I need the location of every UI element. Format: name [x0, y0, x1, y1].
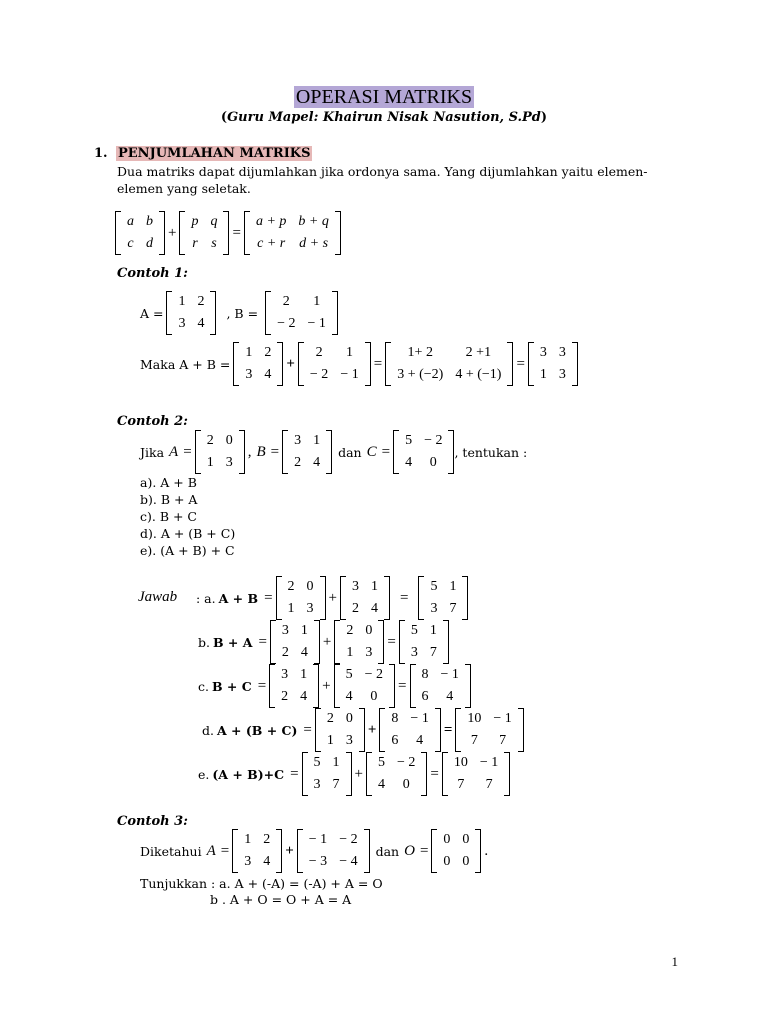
matrix-cell: 1+ 2 [407, 345, 433, 360]
matrix-cell: 2 [287, 579, 295, 594]
jawab-label: Jawab [138, 589, 178, 605]
answer-e: e. (A + B)+C = 5 1 3 7 + 5 − 2 4 0 = 10 − 1 7 7 [198, 752, 510, 796]
matrix-B [269, 664, 319, 708]
matrix-cell: 4 [313, 455, 321, 470]
matrix-cell: 10 [453, 755, 468, 770]
matrix-cell: q [210, 214, 218, 229]
matrix-cell: 3 [281, 667, 289, 682]
matrix-bracket-right [346, 752, 352, 796]
matrix-cell: 2 [352, 601, 360, 616]
matrix-cell: s [211, 236, 217, 251]
matrix-cell: 8 [421, 667, 429, 682]
matrix-cell: a + p [255, 214, 287, 229]
matrix-cell: 1 [300, 623, 308, 638]
matrix-cell: 3 [225, 455, 233, 470]
answer-b: b. B + A = 3 1 2 4 + 2 0 1 3 = 5 1 3 7 [198, 620, 449, 664]
matrix-C [393, 430, 454, 474]
matrix-cell: 0 [402, 777, 410, 792]
matrix-cell: 6 [391, 733, 399, 748]
matrix-cell: 2 [294, 455, 302, 470]
matrix-A [276, 576, 326, 620]
matrix-cell: 5 [378, 755, 386, 770]
contoh-3-label: Contoh 3: [117, 814, 188, 829]
matrix-step [385, 342, 513, 386]
matrix-cell: 1 [244, 832, 252, 847]
matrix-cell: b [146, 214, 153, 229]
matrix-cell: 3 [244, 854, 252, 869]
matrix-cell: 1 [429, 623, 437, 638]
matrix-C [334, 664, 395, 708]
matrix-cell: 0 [365, 623, 373, 638]
matrix-cell: − 2 [277, 316, 296, 331]
matrix-cell: 3 [558, 345, 566, 360]
matrix-cell: 1 [245, 345, 253, 360]
matrix-bracket-right [276, 829, 282, 873]
matrix-cell: 1 [539, 367, 547, 382]
matrix-cell: 4 [405, 455, 413, 470]
matrix-cell: 4 + (−1) [455, 367, 502, 382]
matrix-cell: 3 [430, 601, 438, 616]
matrix-A [334, 620, 384, 664]
matrix-negA [297, 829, 370, 873]
matrix-cell: d + s [299, 236, 329, 251]
matrix-cell: r [192, 236, 198, 251]
matrix-cell: 1 [371, 579, 379, 594]
matrix-AplusB [302, 752, 352, 796]
matrix-cell: 1 [346, 645, 354, 660]
matrix-general-1 [115, 211, 165, 255]
matrix-cell: 2 [346, 623, 354, 638]
matrix-bracket-right [335, 211, 341, 255]
matrix-cell: 2 [281, 689, 289, 704]
matrix-bracket-right [320, 576, 326, 620]
matrix-cell: 0 [462, 832, 470, 847]
matrix-cell: 1 [313, 433, 321, 448]
matrix-cell: 4 [263, 854, 271, 869]
question-b: b). B + A [140, 492, 198, 507]
matrix-bracket-right [314, 620, 320, 664]
matrix-cell: 2 [206, 433, 214, 448]
matrix-bracket-right [332, 291, 338, 335]
matrix-cell: c [127, 236, 134, 251]
matrix-cell: 3 [410, 645, 418, 660]
matrix-cell: 2 [315, 345, 323, 360]
matrix-cell: 3 + (−2) [397, 367, 444, 382]
matrix-cell: − 2 [339, 832, 358, 847]
matrix-bracket-right [475, 829, 481, 873]
answer-d: d. A + (B + C) = 2 0 1 3 + 8 − 1 6 4 = 10 − 1 7 7 [202, 708, 524, 752]
section-number: 1. [94, 146, 108, 161]
matrix-A [195, 430, 245, 474]
matrix-cell: − 1 [440, 667, 459, 682]
matrix-cell: 5 [345, 667, 353, 682]
matrix-cell: 4 [345, 689, 353, 704]
matrix-cell: 0 [370, 689, 378, 704]
matrix-cell: 4 [300, 689, 308, 704]
matrix-cell: 2 [263, 832, 271, 847]
matrix-cell: 4 [378, 777, 386, 792]
answer-a: : a. A + B = 2 0 1 3 + 3 1 2 4 = 5 1 3 7 [196, 576, 468, 620]
contoh-2-label: Contoh 2: [117, 414, 188, 429]
matrix-cell: p [191, 214, 199, 229]
matrix-general-2 [179, 211, 229, 255]
matrix-cell: 4 [264, 367, 272, 382]
matrix-cell: 2 [281, 645, 289, 660]
answer-c: c. B + C = 3 1 2 4 + 5 − 2 4 0 = 8 − 1 6 4 [198, 664, 471, 708]
matrix-cell: 0 [306, 579, 314, 594]
matrix-cell: 3 [281, 623, 289, 638]
matrix-bracket-right [507, 342, 513, 386]
matrix-bracket-right [313, 664, 319, 708]
matrix-cell: 4 [416, 733, 424, 748]
matrix-cell: 3 [345, 733, 353, 748]
matrix-cell: − 1 [493, 711, 512, 726]
matrix-cell: 0 [225, 433, 233, 448]
matrix-bracket-right [443, 620, 449, 664]
matrix-B [265, 291, 338, 335]
contoh-2-given: Jika A = 2 0 1 3 , B = 3 1 2 4 dan C = 5 − 2 4 0 , tentukan : [140, 430, 530, 474]
matrix-BplusC [379, 708, 440, 752]
matrix-bracket-right [277, 342, 283, 386]
matrix-cell: 3 [558, 367, 566, 382]
question-a: a). A + B [140, 475, 197, 490]
matrix-A [233, 342, 283, 386]
matrix-cell: − 1 [410, 711, 429, 726]
matrix-cell: 4 [446, 689, 454, 704]
page-title: OPERASI MATRIKS [295, 86, 473, 108]
matrix-cell: 3 [178, 316, 186, 331]
matrix-bracket-right [518, 708, 524, 752]
matrix-result [410, 664, 471, 708]
matrix-cell: − 1 [308, 832, 328, 847]
question-e: e). (A + B) + C [140, 543, 235, 558]
matrix-cell: − 2 [309, 367, 329, 382]
matrix-bracket-right [210, 291, 216, 335]
matrix-cell: 3 [539, 345, 547, 360]
matrix-cell: a [127, 214, 134, 229]
matrix-cell: d [146, 236, 153, 251]
matrix-cell: 1 [313, 294, 321, 309]
matrix-cell: 7 [449, 601, 457, 616]
matrix-cell: 5 [405, 433, 413, 448]
question-c: c). B + C [140, 509, 197, 524]
matrix-B [340, 576, 390, 620]
tunjukkan-b: b . A + O = O + A = A [210, 892, 352, 907]
matrix-cell: 5 [410, 623, 418, 638]
matrix-cell: 1 [346, 345, 354, 360]
matrix-cell: − 1 [479, 755, 499, 770]
matrix-O [431, 829, 481, 873]
matrix-cell: 1 [326, 733, 334, 748]
tunjukkan-a: Tunjukkan : a. A + (-A) = (-A) + A = O [140, 876, 383, 891]
matrix-A [166, 291, 216, 335]
general-formula: a b c d + p q r s = a + p b + q c + r d + s [115, 211, 341, 255]
matrix-B [282, 430, 332, 474]
matrix-result [442, 752, 510, 796]
matrix-cell: − 2 [397, 755, 416, 770]
matrix-cell: 7 [499, 733, 507, 748]
matrix-cell: 2 [264, 345, 272, 360]
matrix-A [315, 708, 365, 752]
matrix-result [399, 620, 449, 664]
matrix-cell: 1 [449, 579, 457, 594]
matrix-cell: 3 [294, 433, 302, 448]
matrix-cell: 5 [430, 579, 438, 594]
section-heading: PENJUMLAHAN MATRIKS [118, 146, 311, 161]
matrix-bracket-right [326, 430, 332, 474]
matrix-bracket-right [378, 620, 384, 664]
matrix-cell: b + q [298, 214, 329, 229]
matrix-cell: 5 [313, 755, 321, 770]
matrix-cell: − 4 [339, 854, 358, 869]
matrix-bracket-right [223, 211, 229, 255]
matrix-cell: 3 [313, 777, 321, 792]
intro-line-1: Dua matriks dapat dijumlahkan jika ordonya sama. Yang dijumlahkan yaitu elemen- [117, 164, 648, 179]
matrix-cell: − 3 [308, 854, 328, 869]
intro-line-2: elemen yang seletak. [117, 181, 251, 196]
matrix-cell: 2 [282, 294, 290, 309]
question-d: d). A + (B + C) [140, 526, 236, 541]
matrix-cell: − 2 [364, 667, 384, 682]
matrix-cell: 6 [421, 689, 429, 704]
matrix-bracket-right [384, 576, 390, 620]
matrix-B [270, 620, 320, 664]
matrix-cell: − 1 [340, 367, 359, 382]
matrix-cell: 3 [306, 601, 314, 616]
matrix-cell: 1 [300, 667, 308, 682]
matrix-cell: 0 [443, 832, 451, 847]
matrix-bracket-right [504, 752, 510, 796]
matrix-A [232, 829, 282, 873]
matrix-cell: 2 [326, 711, 334, 726]
matrix-bracket-right [435, 708, 441, 752]
matrix-bracket-right [465, 664, 471, 708]
matrix-cell: 7 [429, 645, 437, 660]
contoh-1-solution: Maka A + B = 1 2 3 4 + 2 1 − 2 − 1 = 1+ 2 2 +1 3 + (−2) 4 + (−1) = 3 3 1 3 [140, 342, 578, 386]
matrix-result [528, 342, 578, 386]
matrix-cell: 1 [332, 755, 340, 770]
matrix-cell: 3 [245, 367, 253, 382]
matrix-cell: − 2 [424, 433, 443, 448]
matrix-cell: 4 [197, 316, 205, 331]
matrix-bracket-right [572, 342, 578, 386]
matrix-cell: 10 [467, 711, 482, 726]
matrix-C [366, 752, 427, 796]
matrix-cell: c + r [257, 236, 286, 251]
matrix-cell: 8 [391, 711, 399, 726]
matrix-cell: 7 [457, 777, 465, 792]
matrix-bracket-right [364, 829, 370, 873]
matrix-bracket-right [159, 211, 165, 255]
matrix-bracket-right [421, 752, 427, 796]
matrix-cell: 7 [485, 777, 493, 792]
matrix-result [418, 576, 468, 620]
matrix-bracket-right [359, 708, 365, 752]
matrix-cell: 3 [352, 579, 360, 594]
matrix-cell: 0 [345, 711, 353, 726]
matrix-cell: 2 +1 [465, 345, 492, 360]
contoh-3-given: Diketahui A = 1 2 3 4 + − 1 − 2 − 3 − 4 dan O = 0 0 0 0 . [140, 829, 491, 873]
matrix-result [455, 708, 523, 752]
matrix-cell: 3 [365, 645, 373, 660]
page-subtitle: (Guru Mapel: Khairun Nisak Nasution, S.Pd) [220, 110, 548, 125]
matrix-cell: 7 [470, 733, 478, 748]
matrix-cell: − 1 [307, 316, 326, 331]
matrix-bracket-right [389, 664, 395, 708]
matrix-cell: 0 [429, 455, 437, 470]
matrix-cell: 4 [371, 601, 379, 616]
contoh-1-label: Contoh 1: [117, 266, 188, 281]
matrix-cell: 7 [332, 777, 340, 792]
contoh-1-given: A = 1 2 3 4 , B = 2 1 − 2 − 1 [140, 291, 338, 335]
matrix-cell: 1 [206, 455, 214, 470]
matrix-bracket-right [239, 430, 245, 474]
matrix-cell: 0 [462, 854, 470, 869]
matrix-B [298, 342, 371, 386]
matrix-general-sum [244, 211, 341, 255]
matrix-bracket-right [462, 576, 468, 620]
matrix-bracket-right [365, 342, 371, 386]
matrix-cell: 2 [197, 294, 205, 309]
page-number: 1 [671, 954, 678, 969]
matrix-cell: 0 [443, 854, 451, 869]
matrix-cell: 1 [178, 294, 186, 309]
matrix-cell: 1 [287, 601, 295, 616]
matrix-cell: 4 [300, 645, 308, 660]
